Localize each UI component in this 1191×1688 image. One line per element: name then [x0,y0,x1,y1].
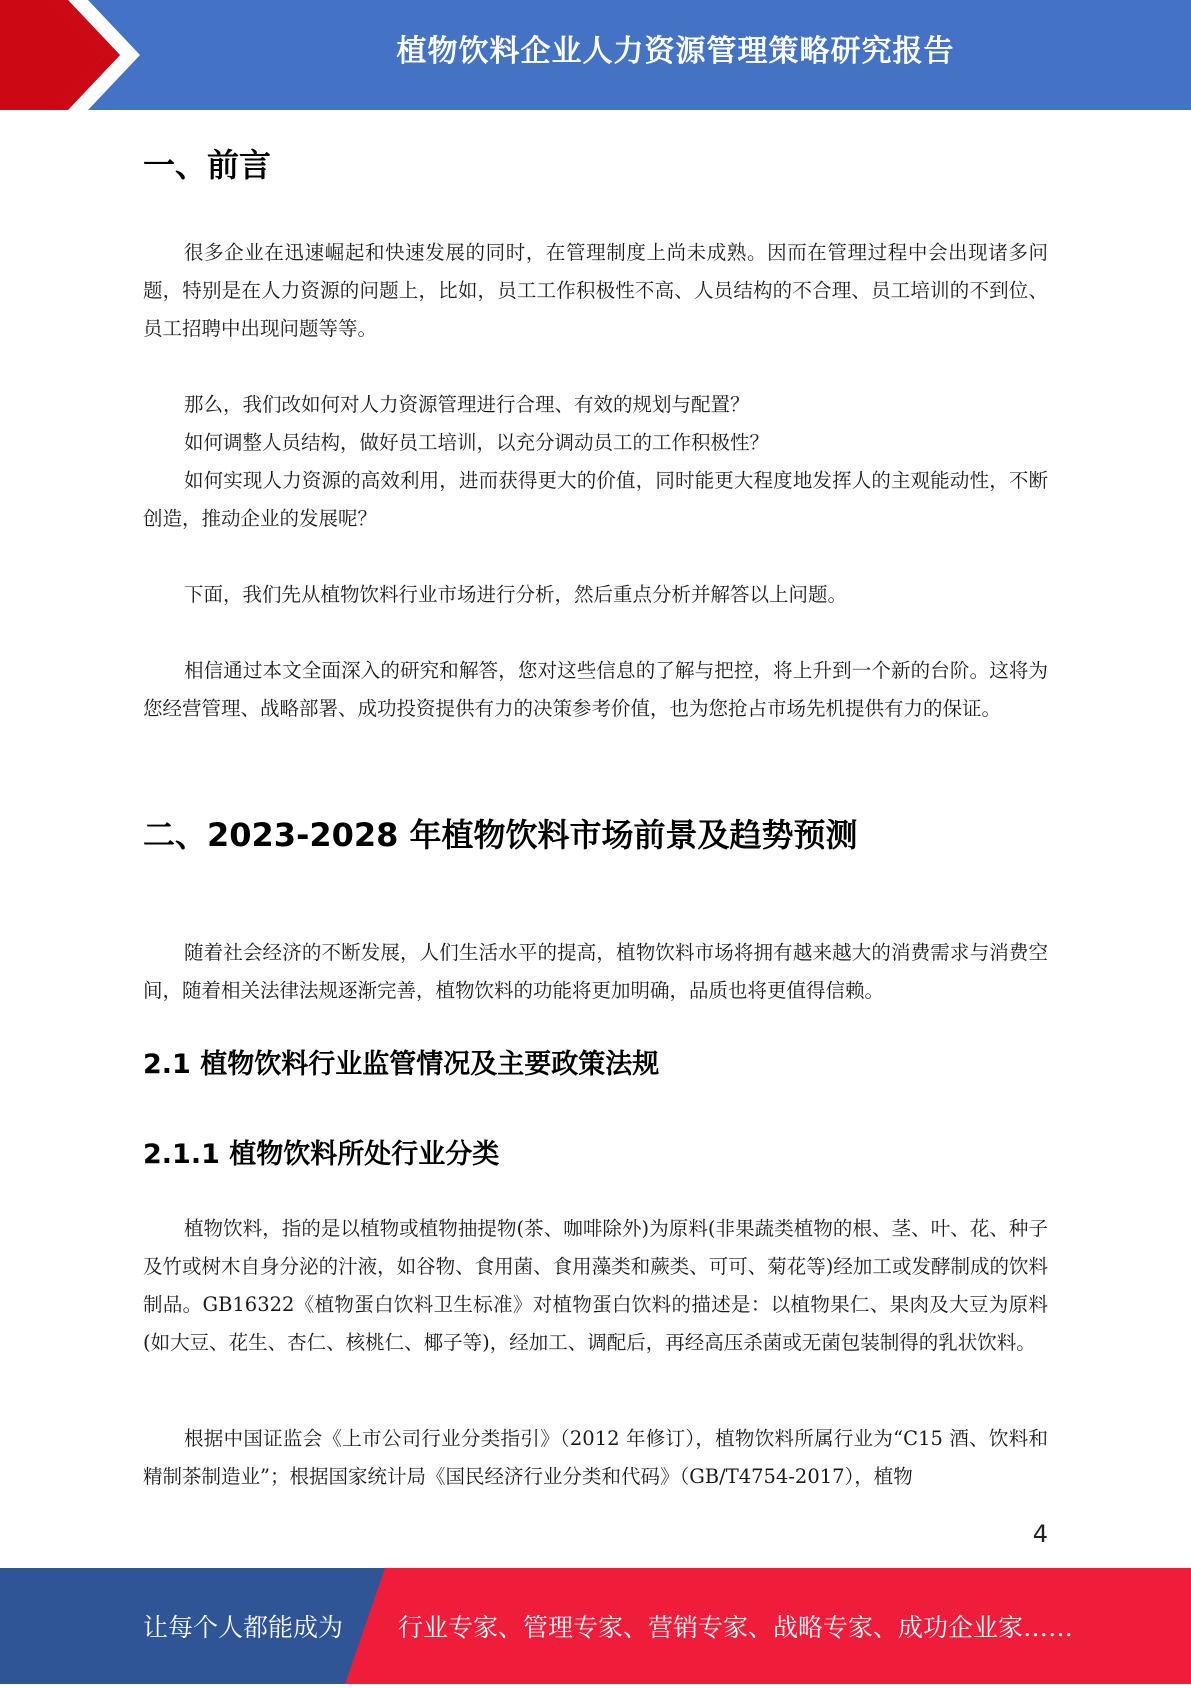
section-1-paragraph-2: 那么，我们改如何对人力资源管理进行合理、有效的规划与配置？ [184,393,750,416]
section-2-paragraph-1: 随着社会经济的不断发展，人们生活水平的提高，植物饮料市场将拥有越来越大的消费需求与消费空间，随着相关法律法规逐渐完善，植物饮料的功能将更加明确，品质也将更值得信赖。 [143,941,1048,1002]
section-2-1-1-paragraph-2: 根据中国证监会《上市公司行业分类指引》（2012 年修订），植物饮料所属行业为“C15 酒、饮料和精制茶制造业”；根据国家统计局《国民经济行业分类和代码》（GB/T4754-2017），植物 [143,1427,1048,1488]
section-2-1-heading: 2.1 植物饮料行业监管情况及主要政策法规 [143,1049,660,1080]
section-1-paragraph-6: 相信通过本文全面深入的研究和解答，您对这些信息的了解与把控，将上升到一个新的台阶。这将为您经营管理、战略部署、成功投资提供有力的决策参考价值，也为您抢占市场先机提供有力的保证。 [143,659,1048,720]
section-2-1-1-paragraph-1: 植物饮料，指的是以植物或植物抽提物(茶、咖啡除外)为原料(非果蔬类植物的根、茎、叶、花、种子及竹或树木自身分泌的汁液，如谷物、食用菌、食用藻类和蕨类、可可、菊花等)经加工或发酵制成的饮料制品。GB16322《植物蛋白饮料卫生标准》对植物蛋白饮料的描述是：以植物果仁、果肉及大豆为原料(如大豆、花生、杏仁、核桃仁、椰子等)，经加工、调配后，再经高压杀菌或无菌包装制得的乳状饮料。 [143,1217,1048,1354]
section-2-heading: 二、2023-2028 年植物饮料市场前景及趋势预测 [143,816,858,854]
section-1-paragraph-3: 如何调整人员结构，做好员工培训，以充分调动员工的工作积极性？ [184,431,770,454]
page-number: 4 [1032,1520,1048,1548]
footer-slogan-left: 让每个人都能成为 [143,1613,344,1642]
section-1-paragraph-4: 如何实现人力资源的高效利用，进而获得更大的价值，同时能更大程度地发挥人的主观能动性，不断创造，推动企业的发展呢？ [143,469,1048,530]
section-1-paragraph-5: 下面，我们先从植物饮料行业市场进行分析，然后重点分析并解答以上问题。 [184,583,848,606]
section-1-paragraph-1: 很多企业在迅速崛起和快速发展的同时，在管理制度上尚未成熟。因而在管理过程中会出现诸多问题，特别是在人力资源的问题上，比如，员工工作积极性不高、人员结构的不合理、员工培训的不到位、员工招聘中出现问题等等。 [143,241,1048,340]
page-footer [0,1568,1191,1684]
section-1-heading: 一、前言 [143,146,272,184]
report-title: 植物饮料企业人力资源管理策略研究报告 [396,34,955,69]
header-arrow-decoration [0,0,160,110]
page-header [0,0,1191,110]
section-2-1-1-heading: 2.1.1 植物饮料所处行业分类 [143,1139,500,1170]
footer-slogan-right: 行业专家、管理专家、营销专家、战略专家、成功企业家…… [398,1613,1074,1642]
